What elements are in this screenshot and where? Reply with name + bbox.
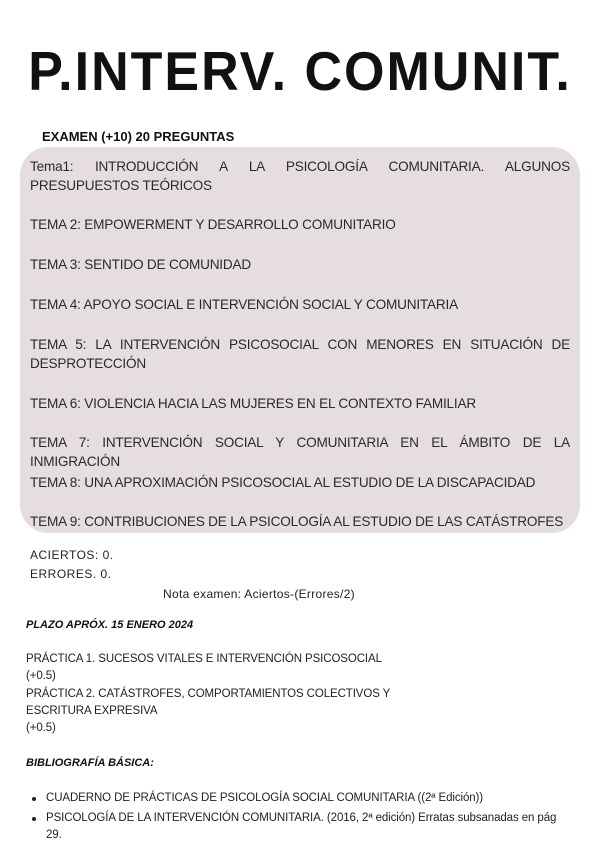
- practice-1-title: PRÁCTICA 1. SUCESOS VITALES E INTERVENCIÓN PSICOSOCIAL: [26, 653, 382, 665]
- bibliography-heading: BIBLIOGRAFÍA BÁSICA:: [26, 757, 154, 769]
- practice-2-title-line2: ESCRITURA EXPRESIVA: [26, 705, 158, 717]
- deadline: PLAZO APRÓX. 15 ENERO 2024: [26, 619, 194, 631]
- grade-formula: Nota examen: Aciertos-(Errores/2): [163, 587, 355, 601]
- bullet-icon: [32, 817, 36, 821]
- topic-1: Tema1: INTRODUCCIÓN A LA PSICOLOGÍA COMUNITARIA. ALGUNOS PRESUPUESTOS TEÓRICOS: [30, 159, 570, 193]
- topic-4: TEMA 4: APOYO SOCIAL E INTERVENCIÓN SOCIAL Y COMUNITARIA: [30, 297, 458, 312]
- practice-2-points: (+0.5): [26, 722, 56, 734]
- errores-value: ERRORES. 0.: [30, 567, 112, 581]
- practice-1-points: (+0.5): [26, 670, 56, 682]
- practice-2-title-line1: PRÁCTICA 2. CATÁSTROFES, COMPORTAMIENTOS COLECTIVOS Y: [26, 688, 391, 700]
- topic-2: TEMA 2: EMPOWERMENT Y DESARROLLO COMUNITARIO: [30, 217, 396, 232]
- topic-8: TEMA 8: UNA APROXIMACIÓN PSICOSOCIAL AL ESTUDIO DE LA DISCAPACIDAD: [30, 475, 536, 490]
- topic-3: TEMA 3: SENTIDO DE COMUNIDAD: [30, 257, 251, 272]
- page-title: P.INTERV. COMUNIT.: [28, 41, 572, 103]
- aciertos-value: ACIERTOS: 0.: [30, 548, 114, 562]
- bibliography-item-2: [26, 810, 566, 844]
- bibliography-list: [26, 790, 566, 847]
- topics-box: [20, 147, 580, 533]
- bullet-icon: [32, 797, 36, 801]
- topic-9: TEMA 9: CONTRIBUCIONES DE LA PSICOLOGÍA AL ESTUDIO DE LAS CATÁSTROFES: [30, 514, 564, 529]
- bibliography-item-text: CUADERNO DE PRÁCTICAS DE PSICOLOGÍA SOCIAL COMUNITARIA ((2ª Edición)): [46, 792, 483, 804]
- topic-7: TEMA 7: INTERVENCIÓN SOCIAL Y COMUNITARIA EN EL ÁMBITO DE LA INMIGRACIÓN: [30, 435, 570, 469]
- topic-5: TEMA 5: LA INTERVENCIÓN PSICOSOCIAL CON MENORES EN SITUACIÓN DE DESPROTECCIÓN: [30, 337, 570, 371]
- topic-6: TEMA 6: VIOLENCIA HACIA LAS MUJERES EN EL CONTEXTO FAMILIAR: [30, 396, 476, 411]
- bibliography-item-1: [26, 790, 566, 807]
- bibliography-item-text: PSICOLOGÍA DE LA INTERVENCIÓN COMUNITARIA. (2016, 2ª edición) Erratas subsanadas en pág 29.: [46, 812, 557, 841]
- exam-heading: EXAMEN (+10) 20 PREGUNTAS: [42, 129, 235, 144]
